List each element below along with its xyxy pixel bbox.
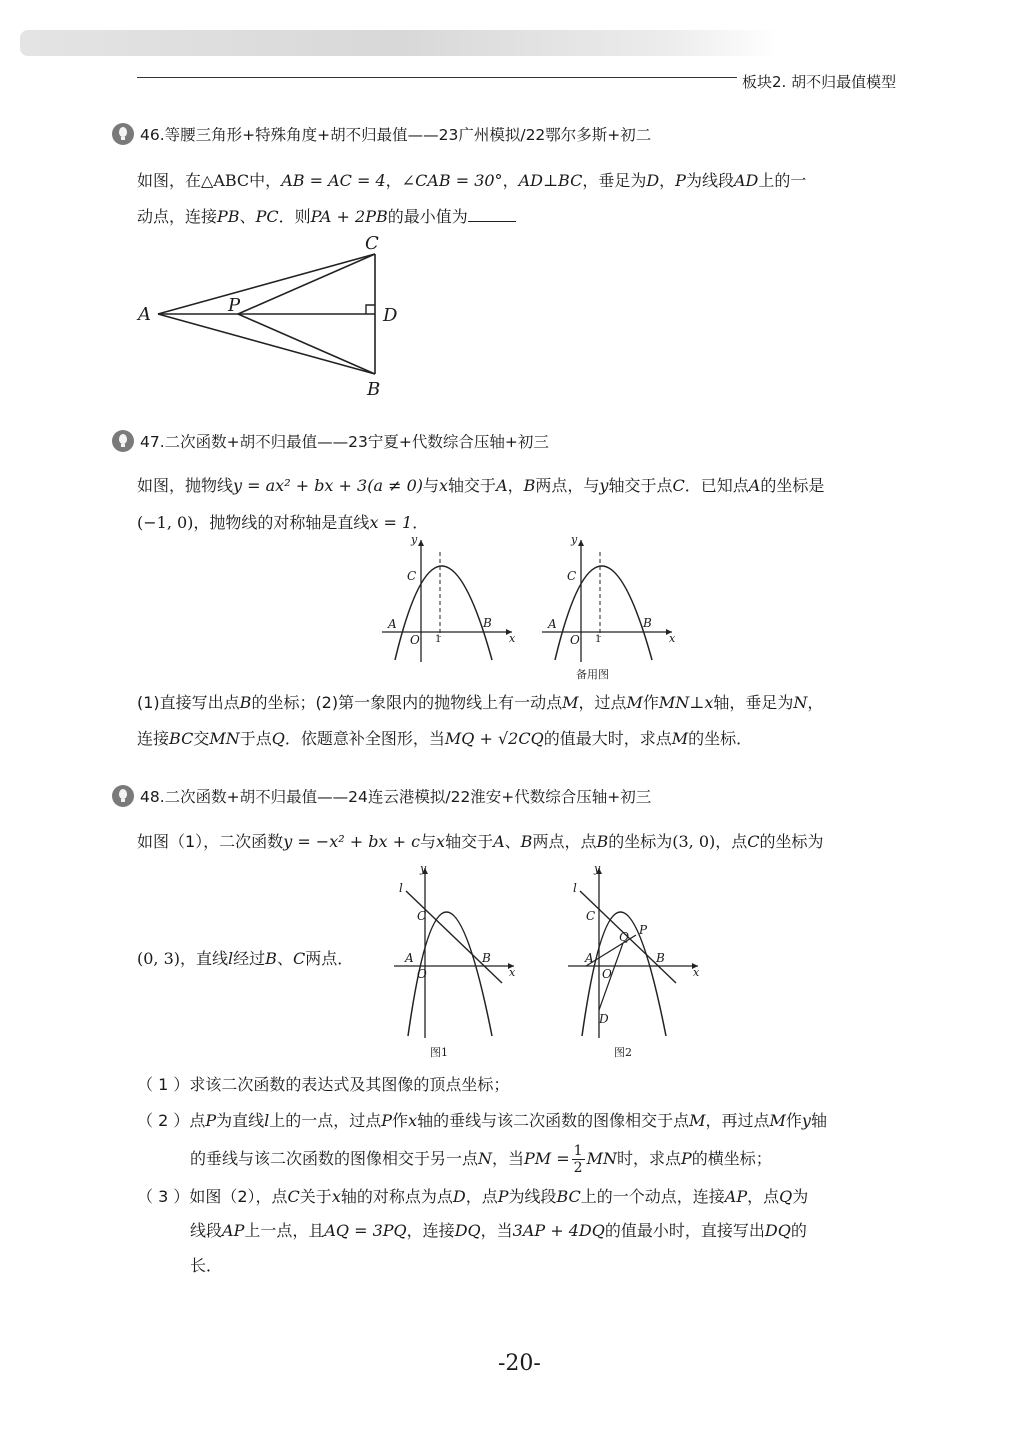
fig1-caption: 图1 [430,1046,448,1059]
label-A: A [138,304,151,325]
svg-text:O: O [602,967,612,981]
svg-text:C: C [586,909,596,923]
svg-text:A: A [405,951,414,965]
svg-text:y: y [571,533,578,546]
svg-text:y: y [594,862,601,875]
backup-figure-caption: 备用图 [576,668,609,681]
label-P: P [228,295,241,316]
q47-parabola-figures [376,532,686,682]
svg-text:D: D [599,1012,609,1026]
svg-text:l: l [399,881,403,895]
q46-triangle-figure [130,230,420,405]
svg-text:l: l [573,881,577,895]
svg-text:1: 1 [435,634,442,645]
q47-fig2 [542,533,676,681]
svg-text:C: C [567,569,577,583]
q48-sub1: （ 1 ）求该二次函数的表达式及其图像的顶点坐标； [137,1075,510,1094]
svg-text:B: B [643,616,652,630]
fraction-one-half: $\frac{1}{2}$ [573,1143,583,1176]
svg-text:x: x [693,966,700,979]
svg-text:P: P [639,923,648,937]
svg-text:A: A [388,617,397,631]
q48-sub3-line3: 长． [190,1256,223,1275]
q48-sub2-line2: 的垂线与该二次函数的图像相交于另一点N，当PM = $\frac{1}{2}$ MN时，求点P的横坐标； [190,1143,772,1176]
q46-line1: 如图，在△ABC中，AB = AC = 4，∠CAB = 30°，AD⊥BC，垂足为D，P为线段AD上的一 [137,171,807,190]
svg-text:B: B [656,951,665,965]
q48-title: 48.二次函数+胡不归最值——24连云港模拟/22淮安+代数综合压轴+初三 [140,788,652,806]
svg-text:C: C [417,909,427,923]
svg-text:A: A [585,951,594,965]
svg-text:y: y [411,533,418,546]
svg-text:C: C [407,569,417,583]
svg-text:x: x [509,632,516,645]
label-C: C [365,233,379,254]
svg-text:x: x [509,966,516,979]
svg-text:x: x [669,632,676,645]
q46-heading [112,121,651,147]
q48-line2: (0, 3)，直线l经过B、C两点． [137,949,354,968]
q48-figures [390,858,720,1063]
svg-text:1: 1 [595,634,602,645]
scan-shadow-band [20,30,780,56]
svg-text:O: O [570,633,580,647]
svg-text:A: A [548,617,557,631]
svg-text:Q: Q [619,930,629,944]
q48-sub2-line1: （ 2 ）点P为直线l上的一点，过点P作x轴的垂线与该二次函数的图像相交于点M，再过点M作y轴 [137,1111,827,1130]
q46-line2: 动点，连接PB、PC．则PA + 2PB的最小值为 [137,205,516,229]
q48-sub3-line1: （ 3 ）如图（2），点C关于x轴的对称点为点D，点P为线段BC上的一个动点，连接AP，点Q为 [137,1187,809,1206]
fig2-caption: 图2 [614,1046,632,1059]
q47-line2: (−1, 0)，抛物线的对称轴是直线x = 1． [137,513,429,532]
q47-heading [112,428,549,454]
q46-title: 46.等腰三角形+特殊角度+胡不归最值——23广州模拟/22鄂尔多斯+初二 [140,126,652,144]
q47-fig1 [382,533,516,662]
svg-text:B: B [483,616,492,630]
q48-line1: 如图（1），二次函数y = −x² + bx + c与x轴交于A、B两点，点B的坐标为(3, 0)，点C的坐标为 [137,832,824,851]
lightbulb-icon [112,430,134,452]
page-number: -20- [498,1351,541,1376]
section-header: 板块2. 胡不归最值模型 [742,73,897,91]
answer-blank [468,207,516,222]
q48-fig1 [394,862,516,1059]
q48-fig2 [568,862,700,1059]
svg-text:O: O [417,967,427,981]
q47-title: 47.二次函数+胡不归最值——23宁夏+代数综合压轴+初三 [140,433,549,451]
svg-text:B: B [482,951,491,965]
label-B: B [367,379,381,400]
q48-heading [112,783,651,809]
q47-sub-line2: 连接BC交MN于点Q．依题意补全图形，当MQ + √2CQ的值最大时，求点M的坐标． [137,729,753,748]
q48-sub3-line2: 线段AP上一点，且AQ = 3PQ，连接DQ，当3AP + 4DQ的值最小时，直接写出DQ的 [190,1221,807,1240]
svg-text:y: y [420,862,427,875]
lightbulb-icon [112,123,134,145]
q47-line1: 如图，抛物线y = ax² + bx + 3(a ≠ 0)与x轴交于A，B两点，与y轴交于点C．已知点A的坐标是 [137,476,825,495]
label-D: D [383,305,398,326]
q47-sub-line1: (1)直接写出点B的坐标；(2)第一象限内的抛物线上有一动点M，过点M作MN⊥x轴，垂足为N， [137,693,824,712]
lightbulb-icon [112,785,134,807]
header-rule [137,77,737,78]
svg-text:O: O [410,633,420,647]
